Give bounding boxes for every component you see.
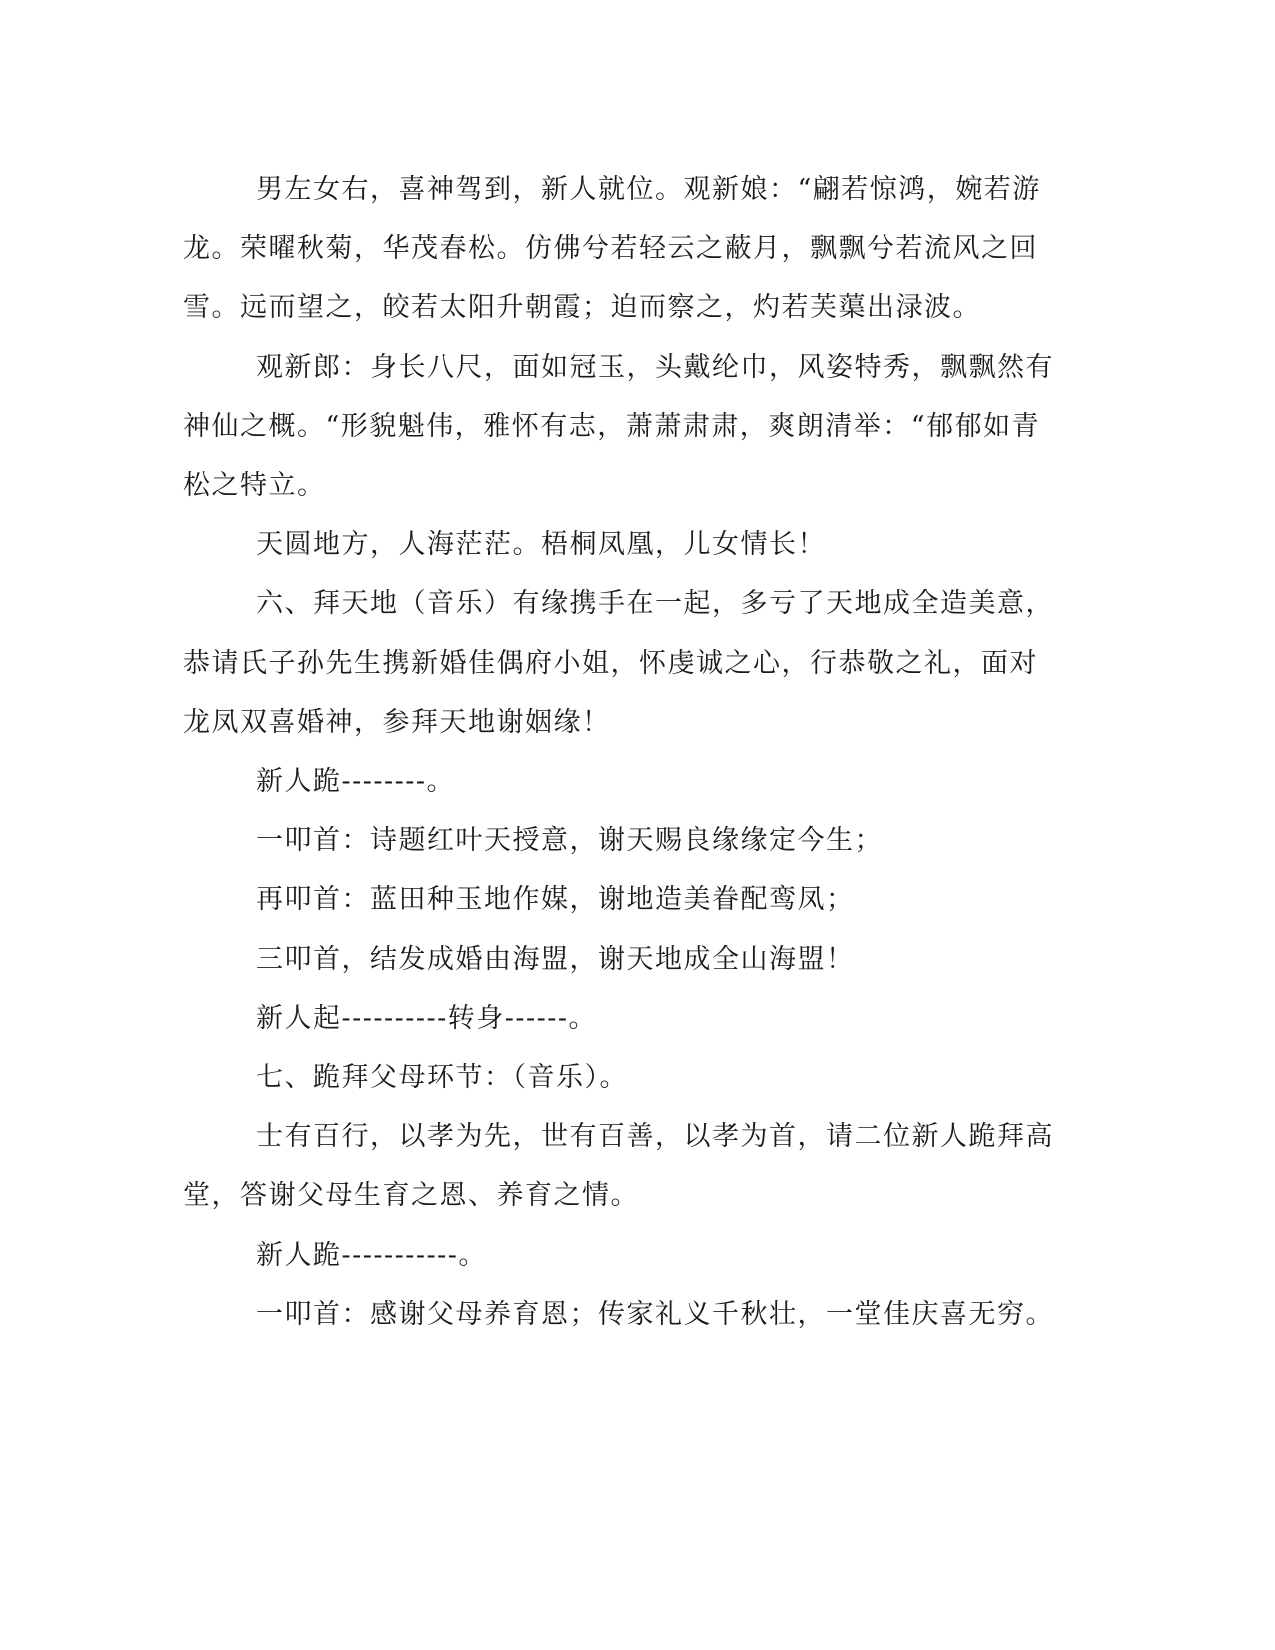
paragraph-bow-1: 一叩首：诗题红叶天授意，谢天赐良缘缘定今生； bbox=[256, 825, 883, 857]
paragraph-blessing: 天圆地方，人海茫茫。梧桐凤凰，儿女情长！ bbox=[256, 529, 826, 561]
paragraph-bride-description: 男左女右，喜神驾到，新人就位。观新娘：“翩若惊鸿，婉若游龙。荣曜秋菊，华茂春松。仿佛兮若轻云之蔽月，飘飘兮若流风之回雪。远而望之，皎若太阳升朝霞；迫而察之，灼若芙蕖出渌波。 bbox=[183, 174, 1041, 324]
paragraph-kneel-1: 新人跪--------。 bbox=[256, 766, 455, 798]
paragraph-section-seven: 七、跪拜父母环节：（音乐）。 bbox=[256, 1062, 628, 1094]
paragraph-kneel-2: 新人跪-----------。 bbox=[256, 1239, 487, 1271]
paragraph-bow-2: 再叩首：蓝田种玉地作媒，谢地造美眷配鸾凤； bbox=[256, 884, 855, 916]
paragraph-parents-bow-1: 一叩首：感谢父母养育恩；传家礼义千秋壮，一堂佳庆喜无穷。 bbox=[256, 1298, 1054, 1330]
paragraph-bow-3: 三叩首，结发成婚由海盟，谢天地成全山海盟！ bbox=[256, 943, 855, 975]
paragraph-filial-piety: 士有百行，以孝为先，世有百善，以孝为首，请二位新人跪拜高堂，答谢父母生育之恩、养育之情。 bbox=[183, 1121, 1054, 1212]
document-body bbox=[183, 160, 1063, 1344]
paragraph-groom-description: 观新郎：身长八尺，面如冠玉，头戴纶巾，风姿特秀，飘飘然有神仙之概。“形貌魁伟，雅怀有志，萧萧肃肃，爽朗清举：“郁郁如青松之特立。 bbox=[183, 351, 1054, 502]
paragraph-section-six: 六、拜天地（音乐）有缘携手在一起，多亏了天地成全造美意，恭请氏子孙先生携新婚佳偶府小姐，怀虔诚之心，行恭敬之礼，面对龙凤双喜婚神，参拜天地谢姻缘！ bbox=[183, 588, 1054, 738]
paragraph-rise-turn: 新人起----------转身------。 bbox=[256, 1002, 597, 1034]
